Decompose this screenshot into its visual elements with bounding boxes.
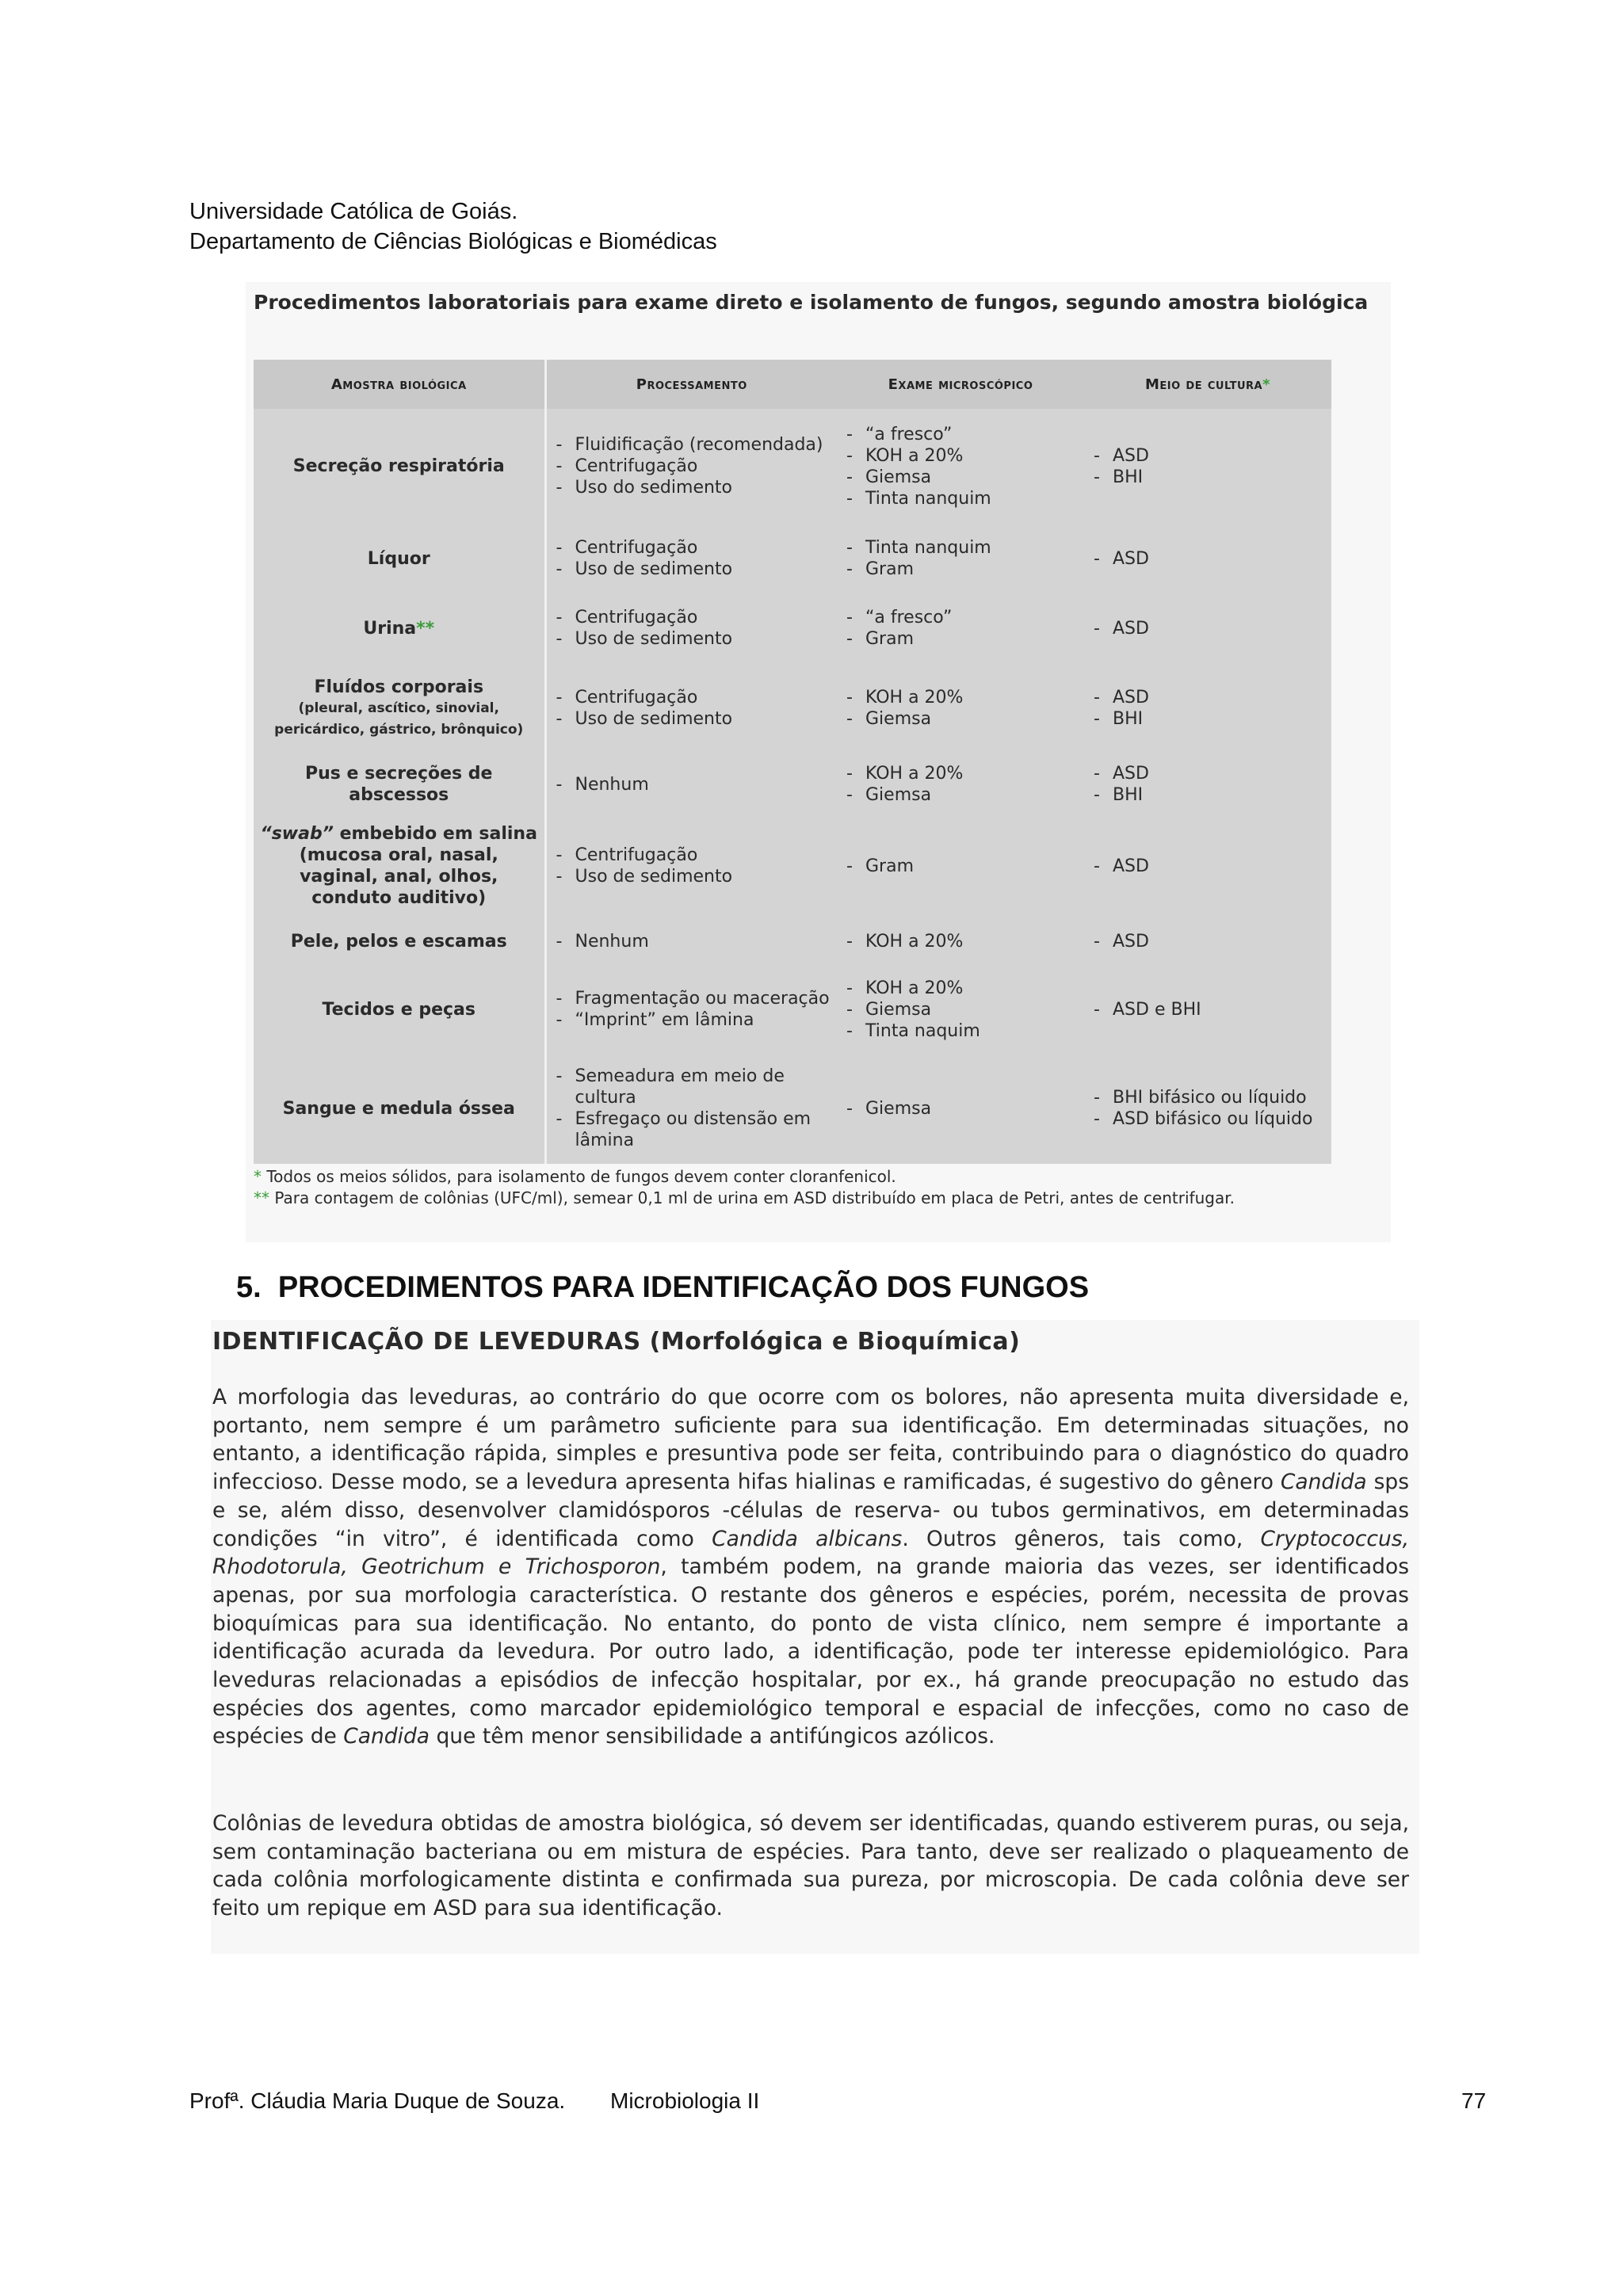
exam-cell — [837, 524, 1084, 593]
footer-course: Microbiologia II — [610, 2088, 760, 2113]
culture-item: - ASD bifásico ou líquido — [1090, 1108, 1325, 1130]
sample-cell: Pus e secreções de abscessos — [254, 753, 545, 815]
footnote-1: * Todos os meios sólidos, para isolamento de fungos devem conter cloranfenicol. — [254, 1167, 896, 1186]
footer-author: Profª. Cláudia Maria Duque de Souza. — [189, 2088, 566, 2113]
processing-item: - Centrifugação — [553, 687, 831, 708]
exam-item: - “a fresco” — [843, 424, 1078, 445]
procedures-table — [254, 360, 1331, 1164]
exam-cell — [837, 917, 1084, 966]
processing-cell — [545, 593, 837, 663]
text-title: IDENTIFICAÇÃO DE LEVEDURAS (Morfológica e Bioquímica) — [212, 1328, 1021, 1356]
header-culture-label: Meio de cultura — [1144, 376, 1263, 393]
processing-item: - Uso de sedimento — [553, 628, 831, 650]
table-row — [254, 593, 1331, 663]
exam-cell — [837, 753, 1084, 815]
header-processing: Processamento — [545, 360, 837, 409]
section-number: 5. — [236, 1271, 262, 1304]
table-footnotes — [254, 1166, 1387, 1209]
exam-cell — [837, 966, 1084, 1053]
exam-item: - “a fresco” — [843, 607, 1078, 628]
exam-item: - Tinta nanquim — [843, 537, 1078, 559]
table-row — [254, 663, 1331, 753]
exam-cell — [837, 409, 1084, 524]
processing-item: - Centrifugação — [553, 456, 831, 477]
culture-item: - ASD — [1090, 445, 1325, 467]
sample-detail: (pleural, ascítico, sinovial, pericárdico, gástrico, brônquico) — [274, 700, 524, 738]
culture-cell — [1084, 409, 1331, 524]
culture-item: - ASD — [1090, 687, 1325, 708]
procedures-table-figure — [246, 282, 1391, 1242]
document-header — [189, 196, 717, 257]
processing-cell — [545, 524, 837, 593]
processing-item: - Uso de sedimento — [553, 866, 831, 887]
culture-item: - ASD — [1090, 548, 1325, 570]
table-row — [254, 409, 1331, 524]
header-sample: Amostra biológica — [254, 360, 545, 409]
culture-item: - BHI — [1090, 708, 1325, 730]
exam-item: - Giemsa — [843, 467, 1078, 488]
table-row — [254, 524, 1331, 593]
culture-item: - ASD — [1090, 856, 1325, 877]
table-row — [254, 753, 1331, 815]
processing-item: - Nenhum — [553, 774, 831, 795]
culture-item: - BHI bifásico ou líquido — [1090, 1087, 1325, 1108]
sample-cell: Líquor — [254, 524, 545, 593]
processing-cell — [545, 753, 837, 815]
swab-term: “swab” — [260, 824, 334, 844]
yeast-identification-figure — [211, 1320, 1419, 1954]
exam-item: - Giemsa — [843, 784, 1078, 806]
culture-item: - ASD — [1090, 618, 1325, 639]
exam-item: - Giemsa — [843, 999, 1078, 1020]
processing-cell — [545, 1053, 837, 1164]
culture-cell — [1084, 593, 1331, 663]
urine-asterisks: ** — [416, 618, 435, 639]
sample-cell: Fluídos corporais (pleural, ascítico, sinovial, pericárdico, gástrico, brônquico) — [254, 663, 545, 753]
culture-cell — [1084, 1053, 1331, 1164]
page-number: 77 — [1461, 2088, 1487, 2113]
processing-cell — [545, 917, 837, 966]
processing-cell — [545, 409, 837, 524]
processing-item: - “Imprint” em lâmina — [553, 1009, 831, 1031]
exam-item: - Tinta naquim — [843, 1020, 1078, 1042]
exam-cell — [837, 815, 1084, 917]
table-row — [254, 917, 1331, 966]
table-row — [254, 815, 1331, 917]
exam-item: - KOH a 20% — [843, 445, 1078, 467]
exam-item: - Tinta nanquim — [843, 488, 1078, 509]
processing-item: - Uso de sedimento — [553, 708, 831, 730]
table-title: Procedimentos laboratoriais para exame direto e isolamento de fungos, segundo amostra biológica — [254, 291, 1369, 314]
processing-item: - Semeadura em meio de cultura — [553, 1066, 831, 1108]
culture-cell — [1084, 663, 1331, 753]
processing-item: - Esfregaço ou distensão em lâmina — [553, 1108, 831, 1151]
footnote-2: ** Para contagem de colônias (UFC/ml), semear 0,1 ml de urina em ASD distribuído em placa de Petri, antes de centrifugar. — [254, 1188, 1235, 1207]
processing-cell — [545, 966, 837, 1053]
processing-item: - Uso de sedimento — [553, 559, 831, 580]
table-row — [254, 1053, 1331, 1164]
exam-item: - KOH a 20% — [843, 687, 1078, 708]
culture-item: - ASD e BHI — [1090, 999, 1325, 1020]
exam-cell — [837, 593, 1084, 663]
section-title-text: PROCEDIMENTOS PARA IDENTIFICAÇÃO DOS FUNGOS — [277, 1271, 1090, 1304]
header-culture — [1084, 360, 1331, 409]
exam-item: - Gram — [843, 559, 1078, 580]
sample-cell: Tecidos e peças — [254, 966, 545, 1053]
processing-cell — [545, 815, 837, 917]
sample-cell: Secreção respiratória — [254, 409, 545, 524]
paragraph-2: Colônias de levedura obtidas de amostra biológica, só devem ser identificadas, quando estiverem puras, ou seja, sem contaminação bacteriana ou em mistura de espécies. Para tanto, deve ser realizado o plaqueamento de cada colônia morfologicamente distinta e confirmada sua pureza, por microscopia. De cada colônia deve ser feito um repique em ASD para sua identificação. — [212, 1811, 1409, 1921]
exam-item: - KOH a 20% — [843, 931, 1078, 952]
processing-cell — [545, 663, 837, 753]
culture-cell — [1084, 917, 1331, 966]
processing-item: - Centrifugação — [553, 607, 831, 628]
culture-item: - BHI — [1090, 784, 1325, 806]
culture-item: - ASD — [1090, 931, 1325, 952]
sample-cell: “swab” embebido em salina (mucosa oral, nasal, vaginal, anal, olhos, conduto auditivo) — [254, 815, 545, 917]
table-row — [254, 966, 1331, 1053]
culture-item: - BHI — [1090, 467, 1325, 488]
department-name: Departamento de Ciências Biológicas e Biomédicas — [189, 229, 717, 254]
sample-cell: Urina** — [254, 593, 545, 663]
exam-item: - Gram — [843, 628, 1078, 650]
header-exam: Exame microscópico — [837, 360, 1084, 409]
processing-item: - Centrifugação — [553, 537, 831, 559]
culture-cell — [1084, 524, 1331, 593]
exam-item: - Giemsa — [843, 1098, 1078, 1119]
exam-cell — [837, 663, 1084, 753]
culture-cell — [1084, 815, 1331, 917]
culture-cell — [1084, 966, 1331, 1053]
exam-item: - KOH a 20% — [843, 978, 1078, 999]
processing-item: - Nenhum — [553, 931, 831, 952]
exam-item: - KOH a 20% — [843, 763, 1078, 784]
exam-item: - Gram — [843, 856, 1078, 877]
university-name: Universidade Católica de Goiás. — [189, 199, 518, 224]
sample-cell: Pele, pelos e escamas — [254, 917, 545, 966]
exam-item: - Giemsa — [843, 708, 1078, 730]
sample-cell: Sangue e medula óssea — [254, 1053, 545, 1164]
processing-item: - Uso do sedimento — [553, 477, 831, 498]
header-culture-asterisk: * — [1262, 376, 1271, 393]
exam-cell — [837, 1053, 1084, 1164]
paragraph-1: A morfologia das leveduras, ao contrário do que ocorre com os bolores, não apresenta muita diversidade e, portanto, nem sempre é um parâmetro suficiente para sua identificação. Em determinadas situações, no entanto, a identificação rápida, simples e presuntiva pode ser feita, contribuindo para o diagnóstico do quadro infeccioso. Desse modo, se a levedura apresenta hifas hialinas e ramificadas, é sugestivo do gênero Candida sps e se, além disso, desenvolver clamidósporos -células de reserva- ou tubos germinativos, em determinadas condições “in vitro”, é identificada como Candida albicans. Outros gêneros, tais como, Cryptococcus, Rhodotorula, Geotrichum e Trichosporon, também podem, na grande maioria das vezes, ser identificados apenas, por sua morfologia característica. O restante dos gêneros e espécies, porém, necessita de provas bioquímicas para sua identificação. No entanto, do ponto de vista clínico, nem sempre é importante a identificação acurada da levedura. Por outro lado, a identificação, pode ter interesse epidemiológico. Para leveduras relacionadas a episódios de infecção hospitalar, por ex., há grande preocupação no estudo das espécies dos agentes, como marcador epidemiológico temporal e espacial de infecções, como no caso de espécies de Candida que têm menor sensibilidade a antifúngicos azólicos. — [212, 1385, 1410, 1749]
section-heading — [236, 1271, 1089, 1305]
culture-item: - ASD — [1090, 763, 1325, 784]
processing-item: - Fragmentação ou maceração — [553, 988, 831, 1009]
processing-item: - Centrifugação — [553, 845, 831, 866]
table-header-row — [254, 360, 1331, 409]
processing-item: - Fluidificação (recomendada) — [553, 434, 831, 456]
culture-cell — [1084, 753, 1331, 815]
